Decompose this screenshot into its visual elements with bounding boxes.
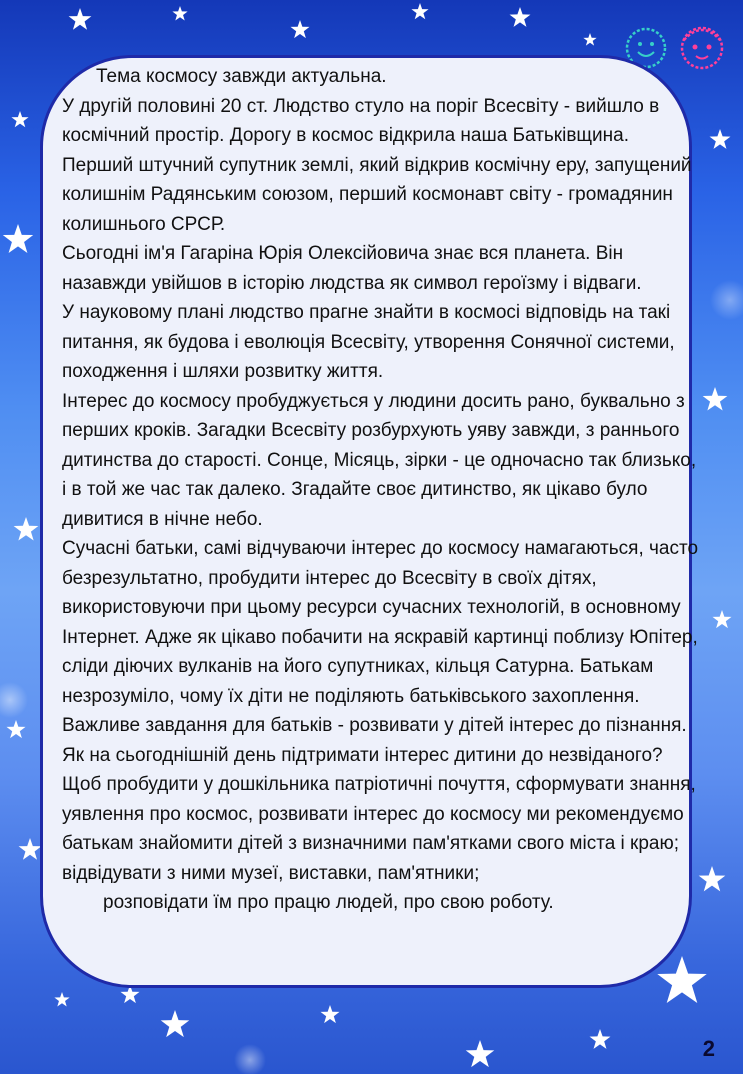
star-icon [11, 111, 28, 127]
paragraph: Як на сьогоднішній день підтримати інтерес дитини до незвіданого? [62, 744, 663, 766]
star-icon [657, 956, 706, 1003]
paragraph: Інтерес до космосу пробуджується у людини досить рано, буквально з перших кроків. Загадки Всесвіту розбурхують уяву завжди, з раннього дитинства до старості. Сонце, Місяць, зірки - це одночасно так близько, і в той же час так далеко. Згадайте своє дитинство, як цікаво було дивитися в нічне небо. [62, 390, 702, 530]
star-icon [703, 387, 728, 411]
paragraph: Сьогодні ім'я Гагаріна Юрія Олексійовича знає вся планета. Він назавжди увійшов в історію людства як символ героїзму і відваги. [62, 243, 642, 294]
star-icon [54, 992, 69, 1006]
star-icon [172, 6, 187, 20]
paragraph: У другій половині 20 ст. Людство стуло на поріг Всесвіту - вийшло в космічний простір. Дорогу в космос відкрила наша Батьківщина. Перший штучний супутник землі, який відкрив космічну еру, запущений колишнім Радянським союзом, перший космонавт світу - громадянин колишнього СРСР. [62, 95, 697, 235]
star-icon [19, 838, 42, 860]
star-icon [583, 33, 596, 46]
star-icon [6, 720, 25, 738]
star-icon [69, 8, 92, 30]
star-icon [699, 866, 726, 891]
star-icon [710, 129, 731, 149]
star-icon [466, 1040, 495, 1067]
page-number: 2 [702, 1036, 715, 1061]
paragraph: Сучасні батьки, самі відчуваючи інтерес до космосу намагаються, часто безрезультатно, пробудити інтерес до Всесвіту в своїх дітях, використовуючи при цьому ресурси сучасних технологій, в основному Інтернет. Адже як цікаво побачити на яскравій картинці поблизу Юпітер, сліди діючих вулканів на його супутниках, кільця Сатурна. Батькам незрозуміло, чому їх діти не поділяють батьківського захоплення. [62, 538, 704, 707]
star-icon [590, 1029, 611, 1049]
star-icon [320, 1005, 339, 1023]
star-icon [712, 610, 731, 628]
paragraph: Щоб пробудити у дошкільника патріотичні почуття, сформувати знання, уявлення про космос, розвивати інтерес до космосу ми рекомендуємо батькам знайомити дітей з визначними пам'ятками свого міста і краю; відвідувати з ними музеї, виставки, пам'ятники; [62, 774, 702, 884]
paragraph-intro: Тема космосу завжди актуальна. [96, 66, 387, 87]
star-icon [411, 3, 428, 19]
star-icon [14, 517, 39, 541]
star-icon [290, 20, 309, 38]
paragraph: Важливе завдання для батьків - розвивати у дітей інтерес до пізнання. [62, 715, 687, 736]
paragraph: У науковому плані людство прагне знайти в космосі відповідь на такі питання, як будова і еволюція Всесвіту, утворення Сонячної системи, походження і шляхи розвитку життя. [62, 302, 680, 382]
article-body [62, 62, 702, 918]
star-icon [510, 7, 531, 27]
star-icon [3, 224, 33, 253]
paragraph-closing: розповідати їм про працю людей, про свою роботу. [103, 892, 554, 913]
star-icon [161, 1010, 190, 1037]
